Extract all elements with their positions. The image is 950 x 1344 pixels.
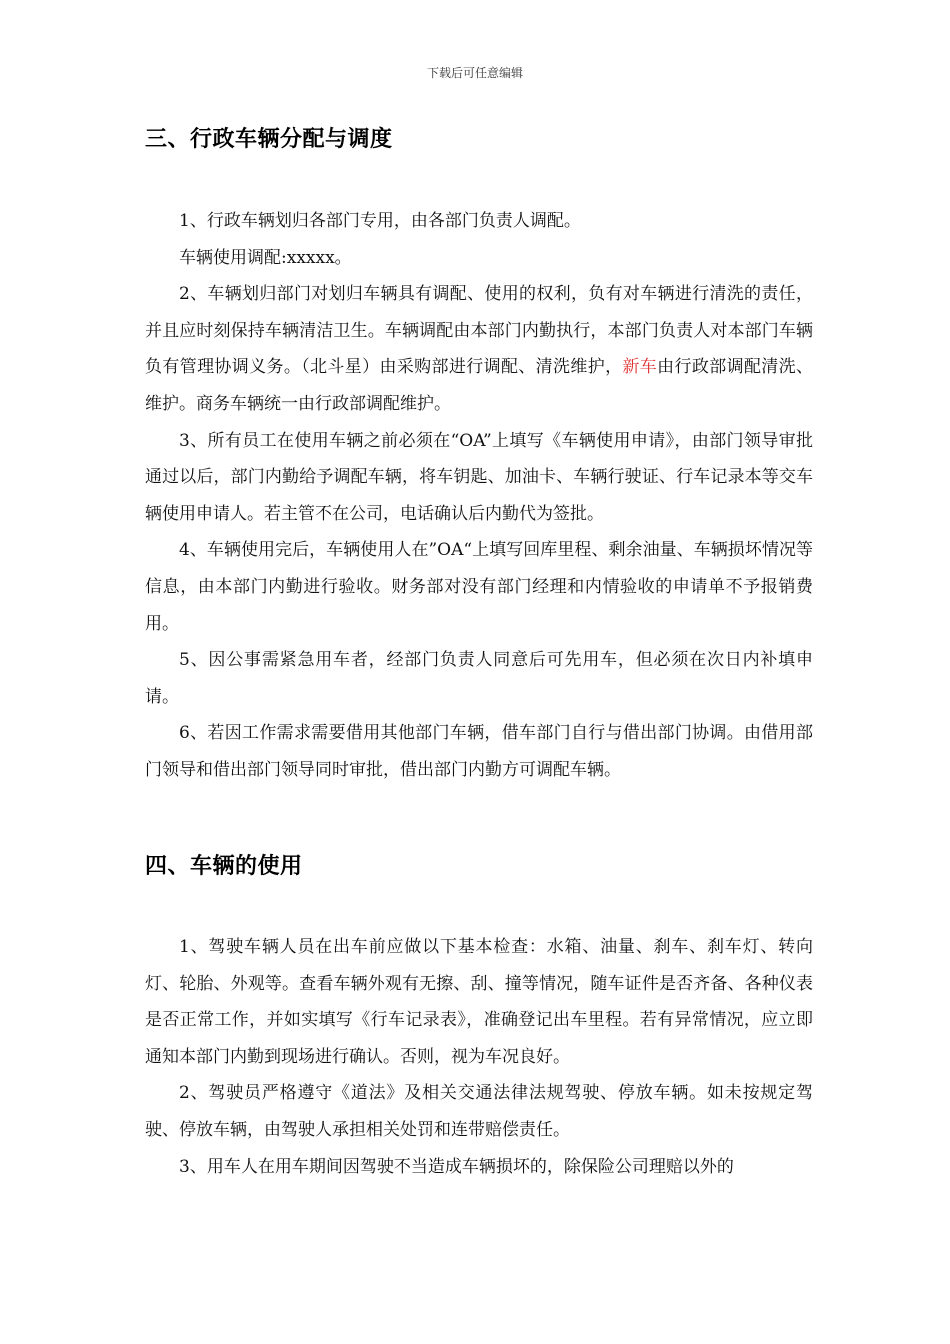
- paragraph-3-2-text-a: 2、车辆划归部门对划归车辆具有调配、使用的权利，负有对车辆进行清洗的责任，并且应时刻保持车辆清洁卫生。车辆调配由本部门内勤执行，本部门负责人对本部门车辆负有管理协调义务。（北斗星）由采购部进行调配、清洗维护，: [145, 284, 813, 378]
- header-note: 下载后可任意编辑: [426, 66, 523, 80]
- new-car-highlight: 新车: [622, 357, 658, 378]
- paragraph-4-2: 2、驾驶员严格遵守《道法》及相关交通法律法规驾驶、停放车辆。如未按规定驾驶、停放车辆，由驾驶人承担相关处罚和连带赔偿责任。: [145, 1083, 813, 1140]
- paragraph-3-3: 3、所有员工在使用车辆之前必须在“OA”上填写《车辆使用申请》，由部门领导审批通过以后，部门内勤给予调配车辆，将车钥匙、加油卡、车辆行驶证、行车记录本等交车辆使用申请人。若主管不在公司，电话确认后内勤代为签批。: [145, 430, 813, 524]
- section-3-body: [145, 203, 813, 789]
- paragraph-4-3: 3、用车人在用车期间因驾驶不当造成车辆损坏的，除保险公司理赔以外的: [179, 1156, 734, 1177]
- paragraph-3-5: 5、因公事需紧急用车者，经部门负责人同意后可先用车，但必须在次日内补填申请。: [145, 650, 813, 707]
- section-4-title: 四、车辆的使用: [145, 854, 303, 879]
- paragraph-3-1: 1、行政车辆划归各部门专用，由各部门负责人调配。: [179, 211, 581, 231]
- paragraph-3-1b: 车辆使用调配:xxxxx。: [179, 247, 352, 268]
- paragraph-3-2-text-b: 由行政部调配清洗、维护。商务车辆统一由行政部调配维护。: [145, 357, 814, 414]
- section-4-body: [145, 929, 813, 1185]
- paragraph-3-2: [145, 276, 813, 422]
- paragraph-4-1: 1、驾驶车辆人员在出车前应做以下基本检查：水箱、油量、刹车、刹车灯、转向灯、轮胎、外观等。查看车辆外观有无擦、刮、撞等情况，随车证件是否齐备、各种仪表是否正常工作，并如实填写《行车记录表》，准确登记出车里程。若有异常情况，应立即通知本部门内勤到现场进行确认。否则，视为车况良好。: [145, 937, 813, 1067]
- paragraph-3-6: 6、若因工作需求需要借用其他部门车辆，借车部门自行与借出部门协调。由借用部门领导和借出部门领导同时审批，借出部门内勤方可调配车辆。: [145, 723, 813, 780]
- paragraph-3-4: 4、车辆使用完后，车辆使用人在”OA“上填写回库里程、剩余油量、车辆损坏情况等信息，由本部门内勤进行验收。财务部对没有部门经理和内情验收的申请单不予报销费用。: [145, 540, 813, 634]
- section-3-title: 三、行政车辆分配与调度: [145, 127, 393, 152]
